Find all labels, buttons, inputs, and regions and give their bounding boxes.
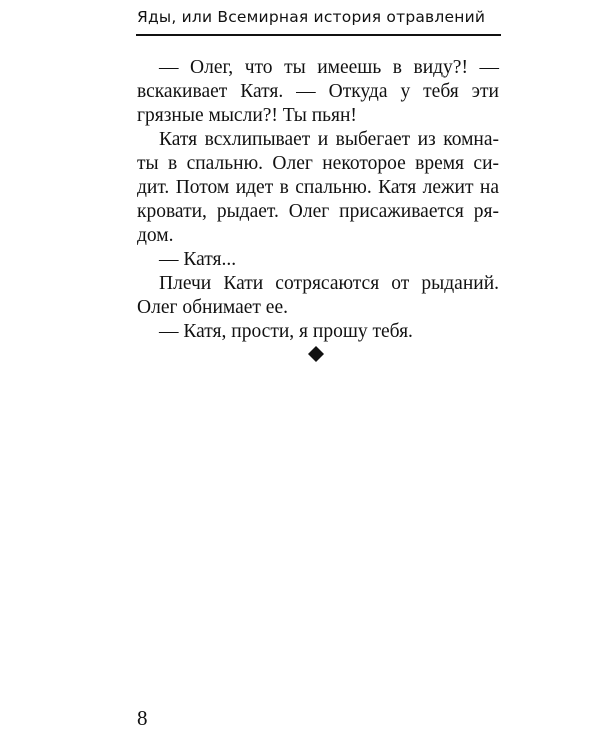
text-line: Плечи Кати сотрясаются от рыданий. [159, 273, 499, 294]
running-head-title: Яды, или Всемирная история отравлений [137, 8, 486, 26]
text-line: — Катя... [159, 249, 237, 270]
section-end-diamond-icon [308, 346, 324, 362]
diamond-icon [308, 346, 324, 362]
text-line: кровати, рыдает. Олег присаживается ря- [137, 201, 499, 222]
body-text [137, 56, 499, 344]
text-line: Катя всхлипывает и выбегает из комна- [159, 129, 499, 150]
text-line: дом. [137, 225, 174, 246]
header-rule [136, 34, 501, 36]
text-line: Олег обнимает ее. [137, 297, 288, 318]
text-line: ты в спальню. Олег некоторое время си- [137, 153, 499, 174]
text-line: — Катя, прости, я прошу тебя. [159, 321, 413, 342]
text-line: вскакивает Катя. — Откуда у тебя эти [137, 81, 499, 102]
text-line: — Олег, что ты имеешь в виду?! — [159, 57, 499, 78]
text-line: дит. Потом идет в спальню. Катя лежит на [137, 177, 499, 198]
page-number: 8 [137, 706, 148, 730]
text-line: грязные мысли?! Ты пьян! [137, 105, 357, 126]
